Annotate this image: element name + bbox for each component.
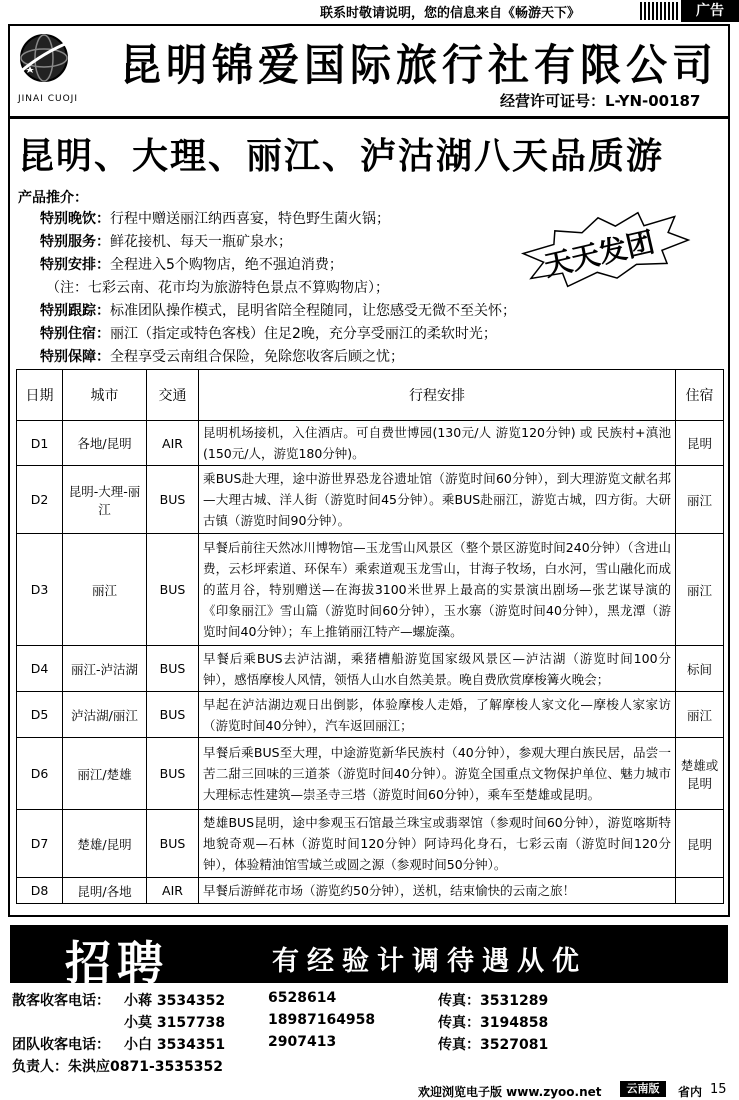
transport-cell: BUS	[147, 534, 199, 646]
schedule-cell: 早餐后游鲜花市场（游览约50分钟），送机，结束愉快的云南之旅！	[199, 878, 676, 904]
city-cell: 昆明-大理-丽江	[63, 466, 147, 534]
lodging-cell: 昆明	[676, 421, 724, 466]
contact-person: 小蒋 3534352	[124, 993, 226, 1009]
stamp-text: 天天发团	[540, 225, 658, 283]
contact-person: 小白 3534351	[124, 1037, 226, 1053]
lodging-cell: 昆明	[676, 810, 724, 878]
city-cell: 各地/昆明	[63, 421, 147, 466]
company-name: 昆明锦爱国际旅行社有限公司	[120, 39, 718, 91]
logo-caption: JINAI CUOJI	[18, 94, 78, 104]
recruitment-banner	[10, 925, 728, 990]
contact-person: 小莫 3157738	[124, 1015, 226, 1031]
day-cell: D3	[17, 534, 63, 646]
table-row	[17, 534, 724, 646]
schedule-cell: 乘BUS赴大理，途中游世界恐龙谷遗址馆（游览时间60分钟），到大理游览文献名邦—大理古城、洋人街（游览时间45分钟）。乘BUS赴丽江，游览古城，四方街。大研古镇（游览时间90分钟）。	[199, 466, 676, 534]
lodging-cell: 丽江	[676, 534, 724, 646]
day-cell: D7	[17, 810, 63, 878]
header-transport: 交通	[147, 370, 199, 421]
contact-label: 团队收客电话：	[12, 1037, 110, 1053]
table-row	[17, 810, 724, 878]
footer-region: 省内	[678, 1085, 703, 1099]
day-cell: D6	[17, 738, 63, 810]
schedule-cell: 楚雄BUS昆明，途中参观玉石馆最兰珠宝或翡翠馆（参观时间60分钟），游览喀斯特地貌奇观—石林（游览时间120分钟）阿诗玛化身石，七彩云南（游览时间120分钟），体验精油馆雪域兰或圆之源（参观时间50分钟）。	[199, 810, 676, 878]
banner-pattern	[640, 2, 678, 20]
contact-phone: 2907413	[268, 1034, 337, 1050]
table-row	[17, 646, 724, 692]
transport-cell: BUS	[147, 810, 199, 878]
footer-site: 欢迎浏览电子版 www.zyoo.net	[418, 1085, 602, 1099]
top-banner	[0, 0, 739, 22]
schedule-cell: 早餐后前往天然冰川博物馆—玉龙雪山风景区（整个景区游览时间240分钟）（含进山费，云杉坪索道、环保车）乘索道观玉龙雪山，甘海子牧场，白水河，雪山融化而成的蓝月谷，特别赠送—在海拔3100米世界上最高的实景演出剧场—张艺谋导演的《印象丽江》雪山篇（游览时间60分钟），玉水寨（游览时间40分钟），黑龙潭（游览时间40分钟）；车上推销丽江特产—螺旋藻。	[199, 534, 676, 646]
lodging-cell: 楚雄或昆明	[676, 738, 724, 810]
transport-cell: BUS	[147, 646, 199, 692]
schedule-cell: 早餐后乘BUS去泸沽湖，乘猪槽船游览国家级风景区—泸沽湖（游览时间100分钟），感悟摩梭人风情，领悟人山水自然美景。晚自费欣赏摩梭篝火晚会；	[199, 646, 676, 692]
lodging-cell	[676, 878, 724, 904]
day-cell: D2	[17, 466, 63, 534]
intro-title: 产品推介：	[18, 190, 88, 206]
city-cell: 丽江/楚雄	[63, 738, 147, 810]
header-divider	[10, 116, 728, 119]
feature-item: 特别保障：全程享受云南组合保险，免除您收客后顾之忧；	[40, 349, 404, 365]
header-date: 日期	[17, 370, 63, 421]
license-number: 经营许可证号：L-YN-00187	[500, 92, 701, 110]
table-row	[17, 878, 724, 904]
contact-phone: 6528614	[268, 990, 337, 1006]
city-cell: 泸沽湖/丽江	[63, 692, 147, 738]
city-cell: 昆明/各地	[63, 878, 147, 904]
transport-cell: BUS	[147, 466, 199, 534]
feature-note: （注：七彩云南、花市均为旅游特色景点不算购物店）；	[46, 280, 389, 296]
schedule-cell: 早餐后乘BUS至大理，中途游览新华民族村（40分钟），参观大理白族民居，品尝一苦二甜三回味的三道茶（游览时间40分钟）。游览全国重点文物保护单位、魅力城市大理标志性建筑—崇圣寺三塔（游览时间60分钟），乘车至楚雄或昆明。	[199, 738, 676, 810]
city-cell: 楚雄/昆明	[63, 810, 147, 878]
day-cell: D4	[17, 646, 63, 692]
header-schedule: 行程安排	[199, 370, 676, 421]
transport-cell: AIR	[147, 421, 199, 466]
feature-item: 特别服务：鲜花接机、每天一瓶矿泉水；	[40, 234, 292, 250]
lodging-cell: 丽江	[676, 692, 724, 738]
recruit-slogan: 有经验计调待遇从优	[272, 946, 587, 977]
transport-cell: BUS	[147, 692, 199, 738]
table-row	[17, 738, 724, 810]
city-cell: 丽江	[63, 534, 147, 646]
transport-cell: BUS	[147, 738, 199, 810]
schedule-cell: 昆明机场接机，入住酒店。可自费世博园(130元/人 游览120分钟) 或 民族村+滇池(150元/人，游览180分钟)。	[199, 421, 676, 466]
contact-fax: 传真：3531289	[438, 993, 549, 1009]
table-row	[17, 421, 724, 466]
feature-item: 特别晚饮：行程中赠送丽江纳西喜宴，特色野生菌火锅；	[40, 211, 390, 227]
lodging-cell: 标间	[676, 646, 724, 692]
edition-badge: 云南版	[620, 1081, 666, 1097]
table-header-row	[17, 370, 724, 421]
transport-cell: AIR	[147, 878, 199, 904]
page-number: 15	[710, 1082, 727, 1097]
feature-item: 特别跟踪：标准团队操作模式，昆明省陪全程随同，让您感受无微不至关怀；	[40, 303, 516, 319]
manager-contact: 负责人：朱洪应0871-3535352	[12, 1059, 223, 1075]
contact-phone: 18987164958	[268, 1012, 376, 1028]
table-row	[17, 692, 724, 738]
header-lodging: 住宿	[676, 370, 724, 421]
contact-fax: 传真：3194858	[438, 1015, 549, 1031]
schedule-cell: 早起在泸沽湖边观日出倒影，体验摩梭人走婚，了解摩梭人家文化—摩梭人家家访（游览时间40分钟），汽车返回丽江；	[199, 692, 676, 738]
contact-fax: 传真：3527081	[438, 1037, 549, 1053]
header-city: 城市	[63, 370, 147, 421]
feature-item: 特别安排：全程进入5个购物店，绝不强迫消费；	[40, 257, 343, 273]
table-row	[17, 466, 724, 534]
day-cell: D1	[17, 421, 63, 466]
page-footer	[8, 1080, 730, 1100]
day-cell: D8	[17, 878, 63, 904]
ad-tag: 广告	[681, 0, 739, 22]
day-cell: D5	[17, 692, 63, 738]
city-cell: 丽江-泸沽湖	[63, 646, 147, 692]
banner-note: 联系时敬请说明，您的信息来自《畅游天下》	[320, 6, 581, 21]
itinerary-table	[16, 369, 724, 904]
lodging-cell: 丽江	[676, 466, 724, 534]
globe-logo-icon	[18, 32, 70, 84]
tour-headline: 昆明、大理、丽江、泸沽湖八天品质游	[18, 136, 665, 177]
feature-item: 特别住宿：丽江（指定或特色客栈）住足2晚，充分享受丽江的柔软时光；	[40, 326, 497, 342]
recruit-title: 招聘	[65, 936, 169, 990]
contact-label: 散客收客电话：	[12, 993, 110, 1009]
